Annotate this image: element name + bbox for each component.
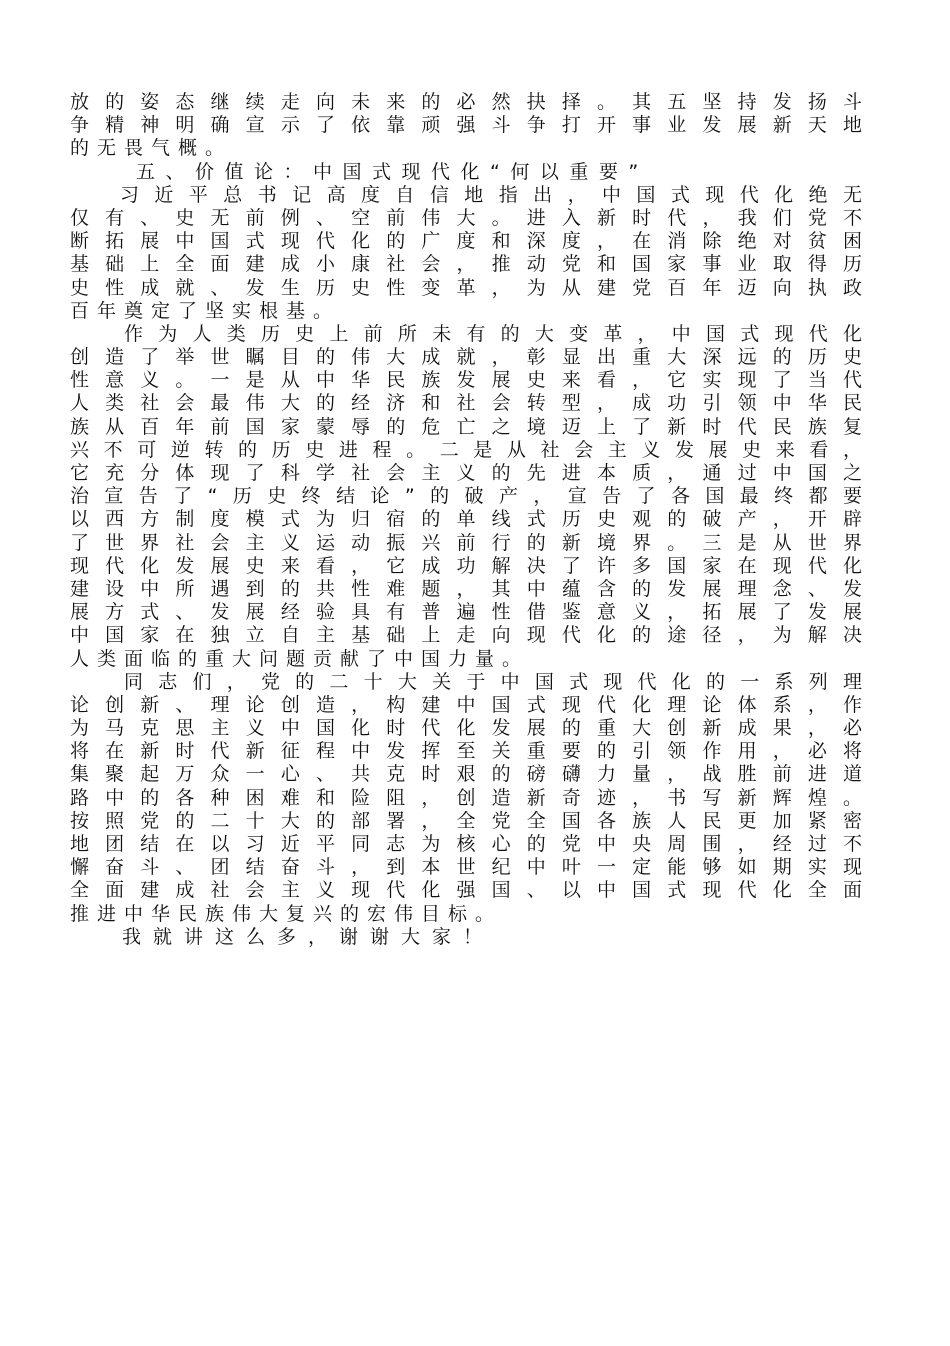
text-line: 懈奋斗、团结奋斗，到本世纪中叶一定能够如期实现 — [70, 856, 862, 879]
text-line: 论创新、理论创造，构建中国式现代化理论体系，作 — [70, 693, 862, 716]
text-line: 了世界社会主义运动振兴前行的新境界。三是从世界 — [70, 531, 862, 554]
text-line: 仅有、史无前例、空前伟大。进入新时代，我们党不 — [70, 206, 862, 229]
section-heading: 五、价值论：中国式现代化“何以重要” — [136, 160, 649, 183]
text-line: 习近平总书记高度自信地指出，中国式现代化绝无 — [120, 183, 862, 206]
text-line: 作为人类历史上前所未有的大变革，中国式现代化 — [124, 322, 862, 345]
text-line: 按照党的二十大的部署，全党全国各族人民更加紧密 — [70, 809, 862, 832]
text-line: 性意义。一是从中华民族发展史来看，它实现了当代 — [70, 369, 862, 392]
text-line: 基础上全面建成小康社会，推动党和国家事业取得历 — [70, 253, 862, 276]
closing-line: 我就讲这么多，谢谢大家！ — [122, 925, 495, 948]
text-line: 放的姿态继续走向未来的必然抉择。其五坚持发扬斗 — [70, 91, 862, 113]
text-line: 以西方制度模式为归宿的单线式历史观的破产，开辟 — [70, 508, 862, 531]
text-line: 兴不可逆转的历史进程。二是从社会主义发展史来看， — [70, 438, 862, 461]
text-line: 为马克思主义中国化时代化发展的重大创新成果，必 — [70, 717, 862, 740]
text-line: 争精神明确宣示了依靠顽强斗争打开事业发展新天地 — [70, 114, 862, 137]
text-line: 的无畏气概。 — [70, 137, 233, 160]
text-line: 建设中所遇到的共性难题，其中蕴含的发展理念、发 — [70, 577, 862, 600]
text-line: 断拓展中国式现代化的广度和深度，在消除绝对贫困 — [70, 230, 862, 253]
text-line: 中国家在独立自主基础上走向现代化的途径，为解决 — [70, 624, 862, 647]
text-line: 集聚起万众一心、共克时艰的磅礴力量，战胜前进道 — [70, 763, 862, 786]
text-line: 族从百年前国家蒙辱的危亡之境迈上了新时代民族复 — [70, 415, 862, 438]
text-line: 现代化发展史来看，它成功解决了许多国家在现代化 — [70, 554, 862, 577]
text-line: 将在新时代新征程中发挥至关重要的引领作用，必将 — [70, 740, 862, 763]
text-line: 史性成就、发生历史性变革，为从建党百年迈向执政 — [70, 276, 862, 299]
text-line: 人类面临的重大问题贡献了中国力量。 — [70, 647, 530, 670]
text-line: 展方式、发展经验具有普遍性借鉴意义，拓展了发展 — [70, 601, 862, 624]
text-line: 它充分体现了科学社会主义的先进本质，通过中国之 — [70, 462, 862, 484]
document-body — [70, 91, 862, 949]
text-line: 人类社会最伟大的经济和社会转型，成功引领中华民 — [70, 392, 862, 415]
text-line: 百年奠定了坚实根基。 — [70, 299, 341, 322]
text-line: 创造了举世瞩目的伟大成就，彰显出重大深远的历史 — [70, 346, 862, 369]
text-line: 路中的各种困难和险阻，创造新奇迹，书写新辉煌。 — [70, 786, 862, 809]
text-line: 地团结在以习近平同志为核心的党中央周围，经过不 — [70, 833, 862, 855]
text-line: 全面建成社会主义现代化强国、以中国式现代化全面 — [70, 879, 862, 902]
text-line: 同志们，党的二十大关于中国式现代化的一系列理 — [124, 670, 862, 693]
text-line: 治宣告了“历史终结论”的破产，宣告了各国最终都要 — [70, 485, 862, 508]
text-line: 推进中华民族伟大复兴的宏伟目标。 — [70, 902, 503, 925]
